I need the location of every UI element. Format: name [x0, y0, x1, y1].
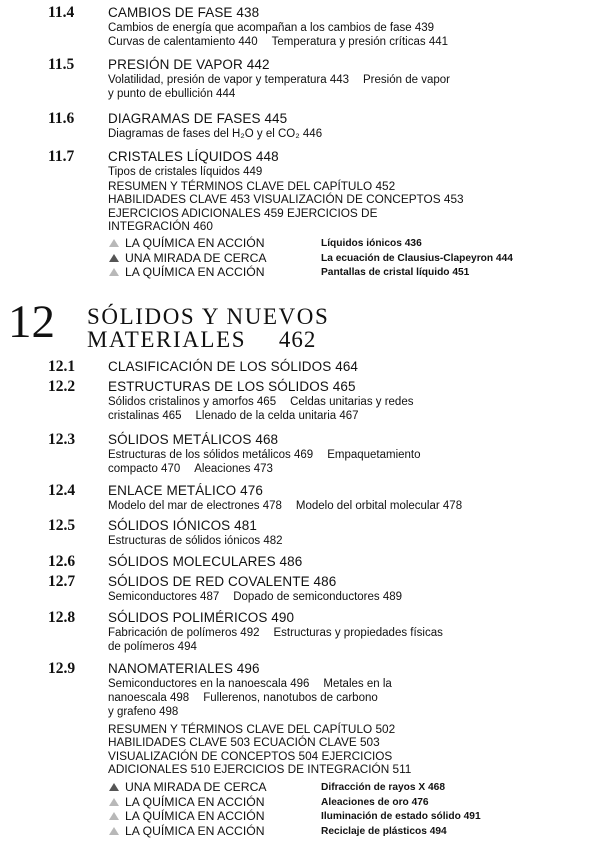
- subtopic-entry[interactable]: nanoescala 498: [108, 692, 190, 704]
- section-number: 11.5: [48, 56, 75, 73]
- subtopic-line: [108, 395, 593, 409]
- subtopic-entry[interactable]: y punto de ebullición 444: [108, 88, 236, 100]
- section-number: 12.4: [48, 482, 76, 499]
- subtopic-entry[interactable]: Cambios de energía que acompañan a los cambios de fase 439: [108, 22, 435, 34]
- feature-box-title: Reciclaje de plásticos 494: [321, 825, 447, 837]
- subtopic-entry[interactable]: Modelo del orbital molecular 478: [295, 500, 463, 512]
- feature-box-label: LA QUÍMICA EN ACCIÓN: [125, 809, 265, 823]
- chapter-11-feature-boxes: [108, 236, 598, 280]
- subtopic-entry[interactable]: Estructuras de sólidos iónicos 482: [108, 535, 283, 547]
- section-number: 11.7: [48, 148, 75, 165]
- section-subtopics: [108, 626, 593, 654]
- chapter-page: 462: [278, 327, 317, 352]
- feature-box-label: LA QUÍMICA EN ACCIÓN: [125, 823, 265, 838]
- section-number: 12.3: [48, 431, 76, 448]
- summary-line[interactable]: INTEGRACIÓN 460: [108, 218, 213, 233]
- subtopic-entry[interactable]: Estructuras de los sólidos metálicos 469: [108, 449, 314, 461]
- subtopic-line: [108, 626, 593, 640]
- chapter-title: [87, 305, 329, 351]
- section-heading[interactable]: ESTRUCTURAS DE LOS SÓLIDOS 465: [108, 379, 356, 394]
- summary-line[interactable]: RESUMEN Y TÉRMINOS CLAVE DEL CAPÍTULO 452: [108, 179, 396, 193]
- flask-light-icon: [108, 267, 120, 277]
- subtopic-entry[interactable]: Curvas de calentamiento 440: [108, 36, 258, 48]
- section-number: 12.1: [48, 358, 76, 375]
- subtopic-entry[interactable]: Semiconductores 487: [108, 591, 220, 603]
- flask-light-icon: [108, 797, 120, 807]
- section-heading[interactable]: SÓLIDOS MOLECULARES 486: [108, 554, 303, 569]
- feature-box-label: LA QUÍMICA EN ACCIÓN: [125, 265, 265, 279]
- summary-line[interactable]: VISUALIZACIÓN DE CONCEPTOS 504 EJERCICIOS: [108, 748, 393, 763]
- chapter-title-line1: SÓLIDOS Y NUEVOS: [87, 304, 330, 329]
- subtopic-entry[interactable]: Tipos de cristales líquidos 449: [108, 166, 263, 178]
- section-heading[interactable]: PRESIÓN DE VAPOR 442: [108, 57, 270, 72]
- section-heading[interactable]: CLASIFICACIÓN DE LOS SÓLIDOS 464: [108, 359, 359, 374]
- section-heading[interactable]: SÓLIDOS POLIMÉRICOS 490: [108, 610, 295, 625]
- subtopic-entry[interactable]: Temperatura y presión críticas 441: [271, 36, 449, 48]
- subtopic-line: [108, 677, 593, 691]
- section-subtopics: [108, 448, 593, 476]
- subtopic-entry[interactable]: Metales en la: [323, 678, 392, 690]
- feature-box-title: Difracción de rayos X 468: [321, 782, 446, 793]
- subtopic-entry[interactable]: Celdas unitarias y redes: [290, 396, 414, 408]
- subtopic-line: [108, 73, 593, 87]
- subtopic-entry[interactable]: Volatilidad, presión de vapor y temperatura 443: [108, 74, 350, 86]
- summary-line[interactable]: RESUMEN Y TÉRMINOS CLAVE DEL CAPÍTULO 502: [108, 722, 396, 736]
- summary-line[interactable]: HABILIDADES CLAVE 503 ECUACIÓN CLAVE 503: [108, 735, 380, 750]
- subtopic-line: [108, 21, 593, 35]
- section-heading[interactable]: NANOMATERIALES 496: [108, 661, 260, 676]
- feature-box-title: Aleaciones de oro 476: [321, 796, 429, 808]
- subtopic-line: [108, 640, 593, 654]
- section-heading[interactable]: CRISTALES LÍQUIDOS 448: [108, 149, 279, 164]
- section-number: 12.5: [48, 517, 76, 534]
- flask-light-icon: [108, 826, 120, 836]
- section-number: 12.2: [48, 378, 76, 395]
- subtopic-line: [108, 409, 593, 423]
- chapter-12-summary: [108, 723, 598, 776]
- feature-box-label: UNA MIRADA DE CERCA: [125, 250, 267, 265]
- feature-box-title: Líquidos iónicos 436: [321, 238, 422, 249]
- magnifier-dark-icon: [108, 253, 120, 263]
- subtopic-line: [108, 462, 593, 476]
- summary-line[interactable]: ADICIONALES 510 EJERCICIOS DE INTEGRACIÓN 511: [108, 761, 412, 776]
- section-number: 12.7: [48, 573, 76, 590]
- section-subtopics: [108, 21, 593, 49]
- subtopic-entry[interactable]: Llenado de la celda unitaria 467: [195, 410, 359, 422]
- feature-box-entry[interactable]: [108, 809, 598, 824]
- section-heading[interactable]: ENLACE METÁLICO 476: [108, 483, 263, 498]
- section-subtopics: [108, 677, 593, 719]
- feature-box-entry[interactable]: [108, 824, 598, 839]
- section-number: 12.8: [48, 609, 76, 626]
- subtopic-entry[interactable]: Empaquetamiento: [327, 449, 421, 461]
- feature-box-title: Pantallas de cristal líquido 451: [321, 267, 470, 278]
- section-heading[interactable]: DIAGRAMAS DE FASES 445: [108, 111, 288, 126]
- flask-light-icon: [108, 811, 120, 821]
- subtopic-line: [108, 35, 593, 49]
- subtopic-entry[interactable]: Estructuras y propiedades físicas: [273, 627, 443, 639]
- subtopic-line: [108, 127, 593, 141]
- subtopic-entry[interactable]: Aleaciones 473: [194, 463, 273, 475]
- subtopic-line: [108, 165, 593, 179]
- feature-box-entry[interactable]: [108, 795, 598, 810]
- subtopic-entry[interactable]: y grafeno 498: [108, 706, 179, 718]
- subtopic-line: [108, 448, 593, 462]
- subtopic-entry[interactable]: cristalinas 465: [108, 410, 182, 422]
- section-heading[interactable]: SÓLIDOS METÁLICOS 468: [108, 432, 279, 447]
- subtopic-entry[interactable]: Sólidos cristalinos y amorfos 465: [108, 396, 277, 408]
- subtopic-line: [108, 534, 593, 548]
- summary-line[interactable]: HABILIDADES CLAVE 453 VISUALIZACIÓN DE CONCEPTOS 453: [108, 192, 464, 207]
- feature-box-label: UNA MIRADA DE CERCA: [125, 780, 267, 794]
- magnifier-dark-icon: [108, 782, 120, 792]
- flask-light-icon: [108, 238, 120, 248]
- subtopic-entry[interactable]: Modelo del mar de electrones 478: [108, 500, 282, 512]
- feature-box-entry[interactable]: [108, 265, 598, 280]
- section-heading[interactable]: CAMBIOS DE FASE 438: [108, 5, 260, 20]
- feature-box-entry[interactable]: [108, 780, 598, 795]
- chapter-number: 12: [8, 296, 55, 348]
- subtopic-line: [108, 705, 593, 719]
- subtopic-entry[interactable]: Presión de vapor: [363, 74, 450, 86]
- section-subtopics: [108, 534, 593, 548]
- section-heading[interactable]: SÓLIDOS IÓNICOS 481: [108, 518, 257, 533]
- subtopic-entry[interactable]: Fullerenos, nanotubos de carbono: [203, 692, 378, 704]
- subtopic-entry[interactable]: Dopado de semiconductores 489: [233, 591, 403, 603]
- subtopic-line: [108, 590, 593, 604]
- feature-box-title: La ecuación de Clausius-Clapeyron 444: [321, 252, 513, 264]
- section-subtopics: [108, 165, 593, 179]
- chapter-11-summary: [108, 180, 598, 233]
- section-subtopics: [108, 73, 593, 101]
- section-subtopics: [108, 395, 593, 423]
- subtopic-entry[interactable]: Semiconductores en la nanoescala 496: [108, 678, 310, 690]
- subtopic-line: [108, 691, 593, 705]
- section-number: 12.6: [48, 553, 76, 570]
- summary-line[interactable]: EJERCICIOS ADICIONALES 459 EJERCICIOS DE: [108, 205, 378, 220]
- feature-box-entry[interactable]: [108, 236, 598, 251]
- section-heading[interactable]: SÓLIDOS DE RED COVALENTE 486: [108, 574, 337, 589]
- subtopic-line: [108, 87, 593, 101]
- subtopic-line: [108, 499, 593, 513]
- feature-box-label: LA QUÍMICA EN ACCIÓN: [125, 236, 265, 250]
- section-subtopics: [108, 499, 593, 513]
- chapter-12-feature-boxes: [108, 780, 598, 838]
- subtopic-entry[interactable]: de polímeros 494: [108, 641, 197, 653]
- subtopic-entry[interactable]: Diagramas de fases del H₂O y el CO₂ 446: [108, 128, 323, 140]
- feature-box-entry[interactable]: [108, 251, 598, 266]
- section-subtopics: [108, 127, 593, 141]
- section-number: 12.9: [48, 660, 76, 677]
- section-number: 11.6: [48, 110, 75, 127]
- feature-box-label: LA QUÍMICA EN ACCIÓN: [125, 794, 265, 809]
- subtopic-entry[interactable]: Fabricación de polímeros 492: [108, 627, 260, 639]
- section-subtopics: [108, 590, 593, 604]
- feature-box-title: Iluminación de estado sólido 491: [321, 811, 481, 822]
- subtopic-entry[interactable]: compacto 470: [108, 463, 181, 475]
- chapter-title-line2: MATERIALES: [87, 327, 247, 352]
- section-number: 11.4: [48, 4, 75, 21]
